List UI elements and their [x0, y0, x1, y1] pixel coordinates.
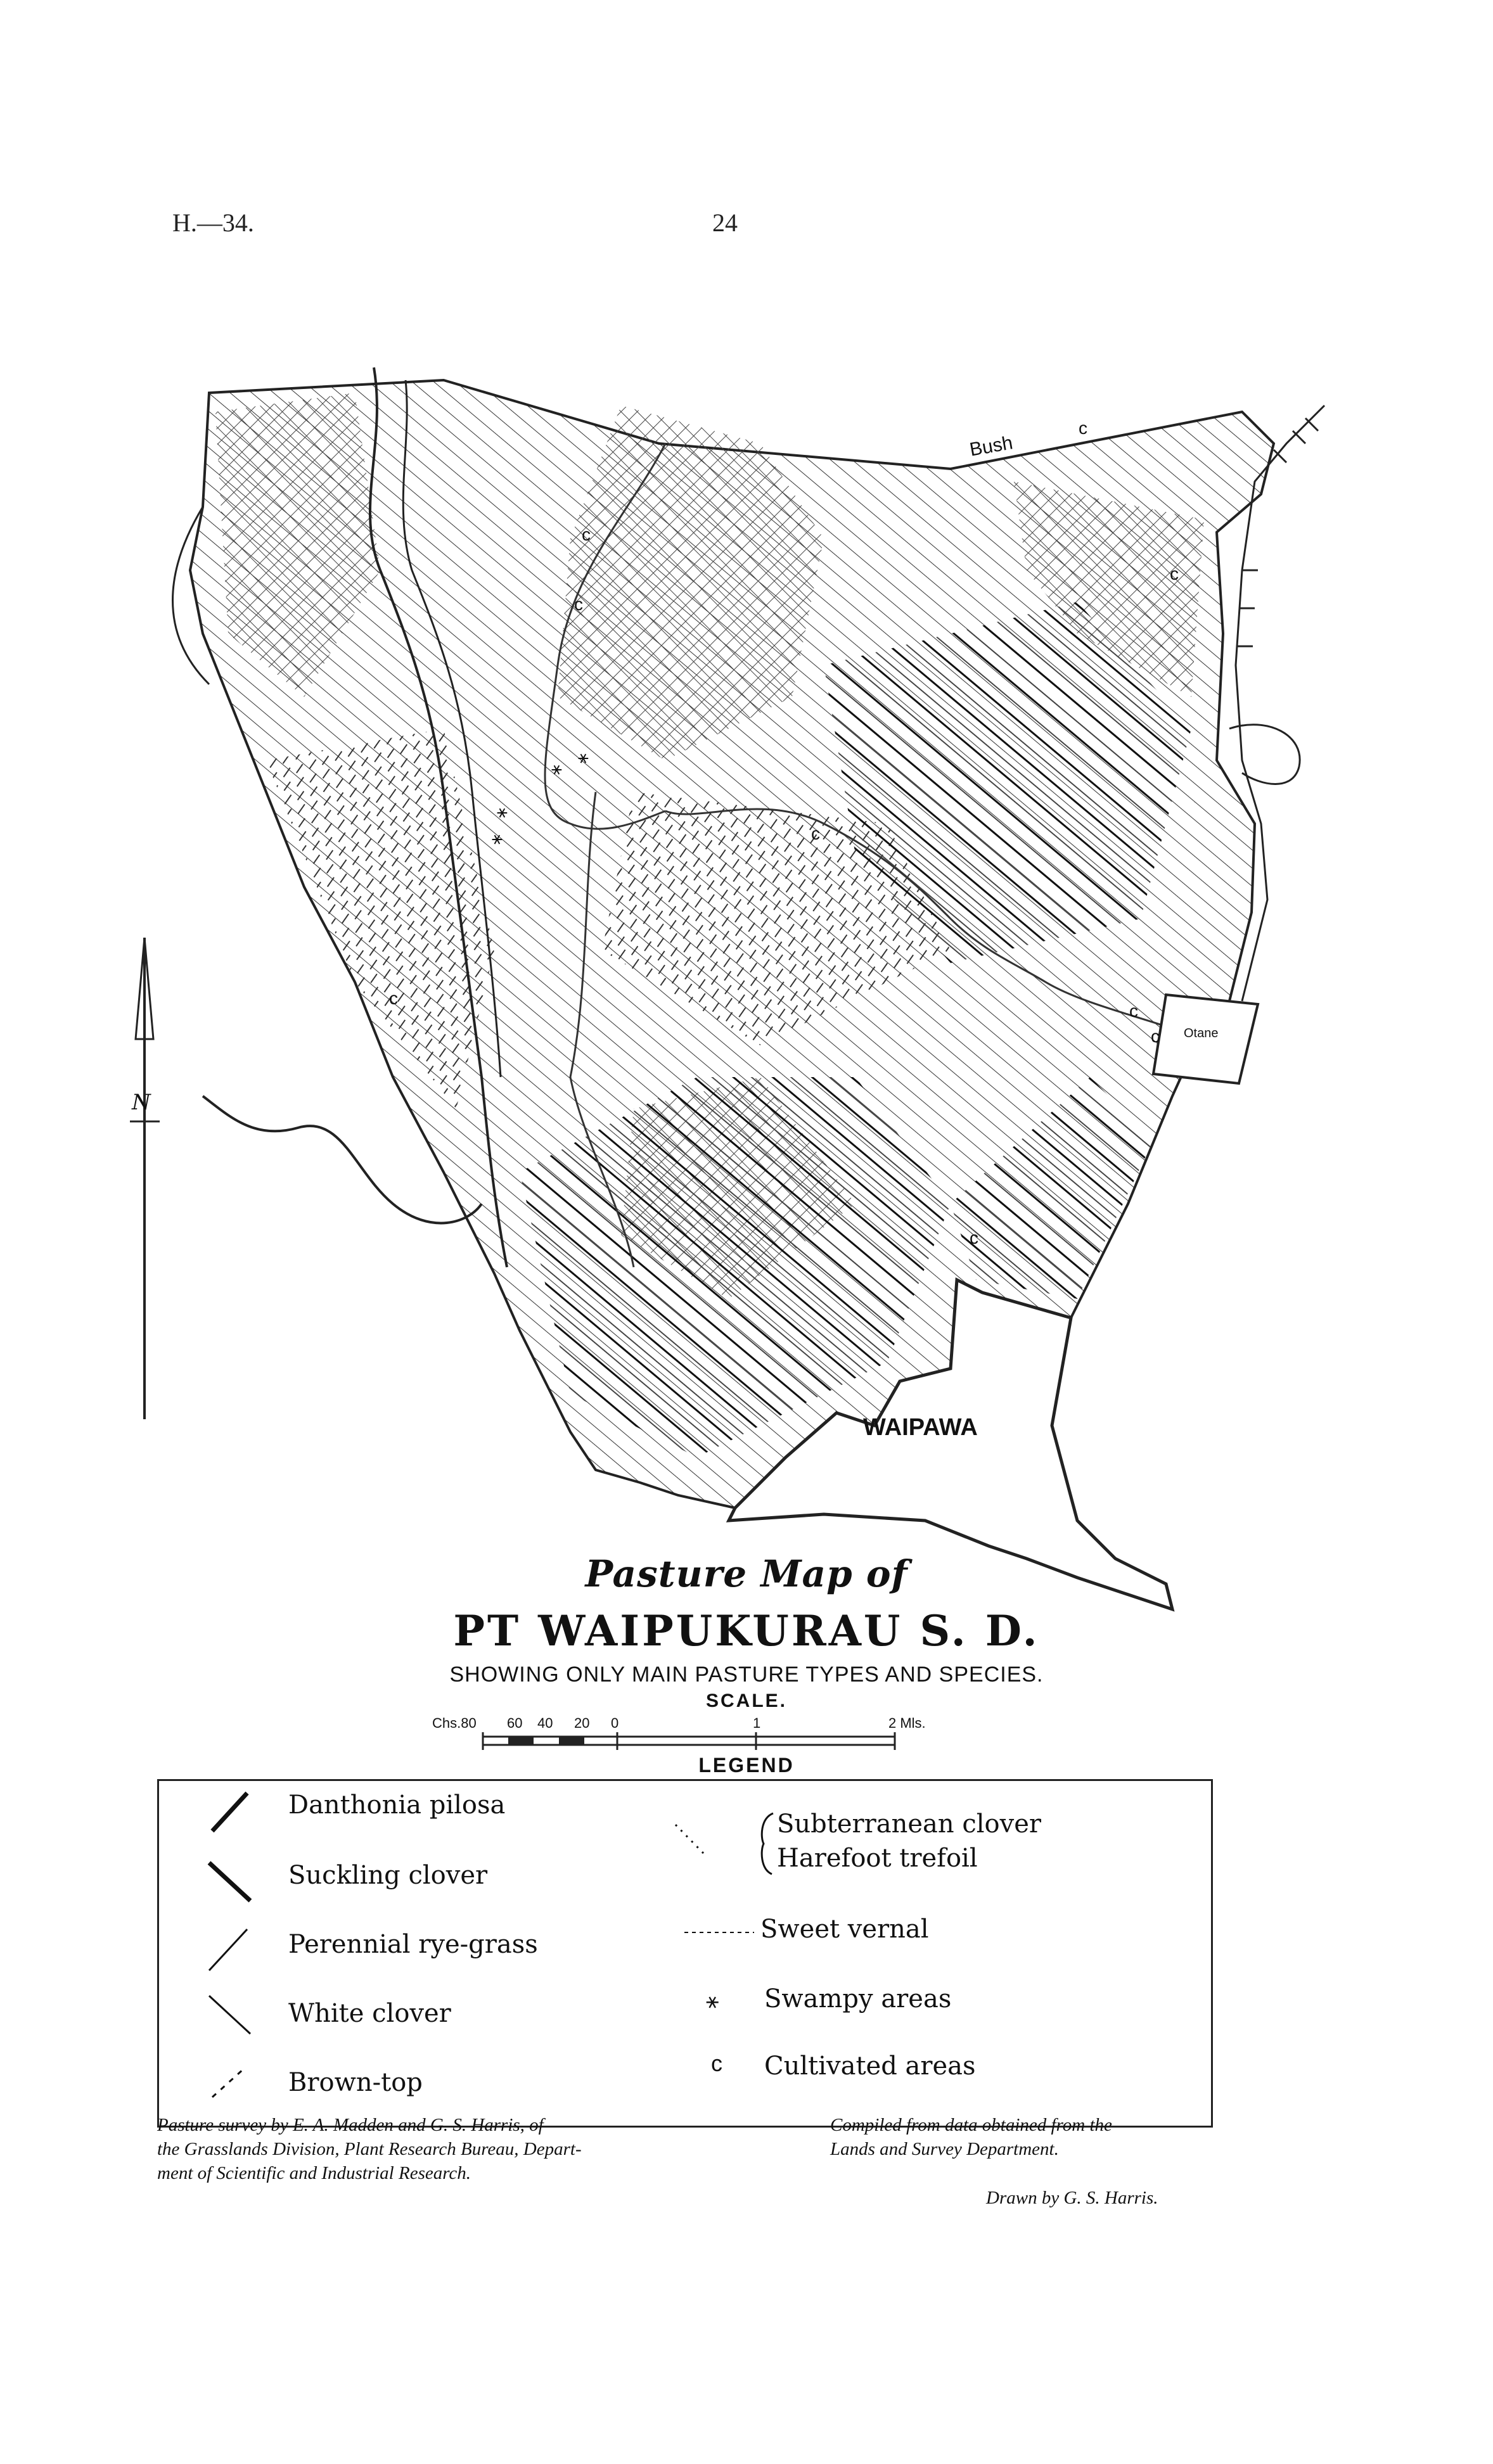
legend-danthonia: Danthonia pilosa [288, 1791, 506, 1820]
legend-brown-top: Brown-top [288, 2068, 423, 2097]
bush-label: Bush [968, 432, 1015, 461]
cultivated-marker: c [582, 525, 591, 544]
cultivated-marker: c [1079, 418, 1087, 438]
legend-cultivated-areas: Cultivated areas [764, 2052, 976, 2081]
credit-line: ment of Scientific and Industrial Research. [157, 2163, 471, 2183]
north-arrow [130, 938, 160, 1419]
swamp-marker: ⚹ [578, 746, 589, 767]
credit-survey [157, 2113, 582, 2185]
scale-tick: 60 [507, 1715, 523, 1731]
scale-tick: 0 [611, 1715, 619, 1731]
document-reference: H.—34. [172, 208, 254, 237]
page-number: 24 [712, 208, 738, 237]
cultivated-marker: c [1170, 564, 1179, 584]
credit-line: Lands and Survey Department. [830, 2139, 1059, 2159]
scale-tick: Chs.80 [432, 1715, 477, 1731]
credit-drawn-by: Drawn by G. S. Harris. [986, 2188, 1158, 2208]
scale-tick: 1 [753, 1715, 761, 1731]
credit-line: the Grasslands Division, Plant Research Bureau, Depart- [157, 2139, 582, 2159]
legend-sweet-vernal: Sweet vernal [760, 1915, 929, 1944]
credit-compiled [830, 2113, 1112, 2161]
map-title: Pasture Map of [585, 1552, 908, 1595]
scale-bar [483, 1732, 895, 1750]
cultivated-symbol: c [711, 2050, 722, 2076]
legend-white-clover: White clover [288, 1999, 451, 2028]
map-subtitle: PT WAIPUKURAU S. D. [453, 1606, 1040, 1656]
swamp-marker: ⚹ [492, 827, 503, 848]
cultivated-marker: c [389, 988, 398, 1008]
legend-subterranean-clover: Subterranean clover [777, 1810, 1042, 1839]
scale-title: SCALE. [705, 1690, 787, 1711]
north-label: N [132, 1090, 151, 1115]
legend-title: LEGEND [698, 1754, 795, 1777]
cultivated-marker: c [1151, 1026, 1160, 1046]
cultivated-marker: c [811, 824, 820, 843]
legend-perennial-rye-grass: Perennial rye-grass [288, 1930, 538, 1959]
scale-tick: 2 Mls. [888, 1715, 926, 1731]
map-caption: SHOWING ONLY MAIN PASTURE TYPES AND SPECIES. [449, 1663, 1044, 1687]
waipawa-label: WAIPAWA [863, 1414, 978, 1441]
swamp-symbol: ⚹ [706, 1988, 719, 2014]
scale-tick: 40 [537, 1715, 553, 1731]
legend-swampy-areas: Swampy areas [764, 1984, 952, 2014]
swamp-marker: ⚹ [497, 801, 508, 822]
legend-suckling-clover: Suckling clover [288, 1861, 488, 1890]
credit-line: Pasture survey by E. A. Madden and G. S. Harris, of [157, 2115, 544, 2135]
swamp-marker: ⚹ [551, 758, 562, 779]
credit-line: Compiled from data obtained from the [830, 2115, 1112, 2135]
otane-label: Otane [1184, 1026, 1219, 1040]
cultivated-marker: c [574, 594, 583, 614]
scale-tick: 20 [574, 1715, 590, 1731]
legend-harefoot-trefoil: Harefoot trefoil [777, 1844, 978, 1873]
cultivated-marker: c [970, 1228, 978, 1248]
cultivated-marker: c [1129, 1001, 1138, 1021]
